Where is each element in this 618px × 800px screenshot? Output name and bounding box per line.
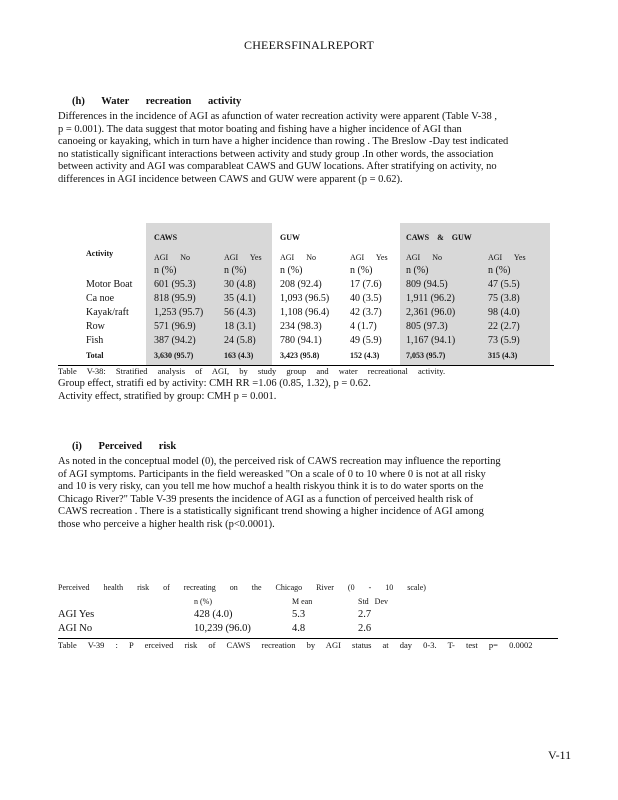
cell: 3,423 (95.8) — [280, 351, 320, 360]
cell: 17 (7.6) — [350, 279, 382, 290]
section-h-paragraph — [58, 111, 570, 187]
cell: 7,053 (95.7) — [406, 351, 446, 360]
cell: 35 (4.1) — [224, 293, 256, 304]
page-number: V-11 — [548, 748, 572, 762]
col-unit: n (%) — [350, 265, 373, 276]
col-unit: n (%) — [224, 265, 247, 276]
cell: 315 (4.3) — [488, 351, 518, 360]
cell: 56 (4.3) — [224, 307, 256, 318]
col-unit: n (%) — [280, 265, 303, 276]
col-header: M ean — [292, 597, 313, 606]
col-header: AGI No — [154, 253, 190, 262]
cell: 49 (5.9) — [350, 335, 382, 346]
paragraph-line: As noted in the conceptual model (0), the perceived risk of CAWS recreation may influence the reporting — [58, 456, 501, 467]
cell: 2.7 — [358, 609, 372, 620]
group-header-caws: CAWS — [154, 233, 178, 242]
cell: 47 (5.5) — [488, 279, 520, 290]
note-line: Group effect, stratifi ed by activity: CMH RR =1.06 (0.85, 1.32), p = 0.62. — [58, 378, 371, 389]
group-header-combined: CAWS & GUW — [406, 233, 472, 242]
total-label: Total — [86, 351, 104, 360]
cell: 387 (94.2) — [154, 335, 196, 346]
row-activity: Row — [86, 321, 105, 332]
col-header: AGI Yes — [224, 253, 262, 262]
cell: 10,239 (96.0) — [194, 623, 251, 634]
cell: 42 (3.7) — [350, 307, 382, 318]
col-header: AGI No — [406, 253, 442, 262]
cell: 3,630 (95.7) — [154, 351, 194, 360]
paragraph-line: and 10 is very risky, can you tell me how muchof a health riskyou think it is to do water sports on the — [58, 481, 484, 493]
cell: 75 (3.8) — [488, 293, 520, 304]
cell: 22 (2.7) — [488, 321, 520, 332]
row-activity: Fish — [86, 335, 104, 346]
col-header: AGI Yes — [350, 253, 388, 262]
cell: 2.6 — [358, 623, 372, 634]
cell: 1,108 (96.4) — [280, 307, 330, 318]
cell: 234 (98.3) — [280, 321, 322, 332]
cell: 30 (4.8) — [224, 279, 256, 290]
paragraph-line: Differences in the incidence of AGI as afunction of water recreation activity were apparent (Table V-38 , — [58, 111, 498, 122]
section-i-paragraph — [58, 456, 570, 532]
cell: 18 (3.1) — [224, 321, 256, 332]
cell: 40 (3.5) — [350, 293, 382, 304]
cell: 1,167 (94.1) — [406, 335, 456, 346]
paragraph-line: Chicago River?" Table V-39 presents the incidence of AGI as a function of perceived health risk of — [58, 493, 474, 505]
cell: 1,093 (96.5) — [280, 293, 330, 304]
col-unit: n (%) — [154, 265, 177, 276]
cell: 4.8 — [292, 623, 306, 634]
col-header: AGI No — [280, 253, 316, 262]
col-header: Std Dev — [358, 597, 388, 606]
paragraph-line: p = 0.001). The data suggest that motor boating and fishing have a higher incidence of AGI than — [58, 123, 462, 135]
paragraph-line: canoeing or kayaking, which in turn have a higher incidence than rowing . The Breslow -Day test indicated — [58, 136, 509, 148]
cell: 4 (1.7) — [350, 321, 377, 332]
cell: 601 (95.3) — [154, 279, 196, 290]
col-header: n (%) — [194, 597, 212, 606]
cell: 208 (92.4) — [280, 279, 322, 290]
activity-header: Activity — [86, 249, 114, 258]
cell: 1,253 (95.7) — [154, 307, 204, 318]
table-v38-notes — [58, 378, 558, 403]
cell: 152 (4.3) — [350, 351, 380, 360]
table-v39-rule — [58, 638, 558, 639]
paragraph-line: CAWS recreation . There is a statistically significant trend showing a higher incidence of AGI among — [58, 506, 484, 518]
section-i-heading: (i) Perceived risk — [72, 441, 177, 452]
cell: 2,361 (96.0) — [406, 307, 456, 318]
cell: 24 (5.8) — [224, 335, 256, 346]
cell: 809 (94.5) — [406, 279, 448, 290]
cell: 428 (4.0) — [194, 609, 233, 620]
cell: 780 (94.1) — [280, 335, 322, 346]
row-label: AGI Yes — [58, 609, 95, 620]
table-v39-title: Perceived health risk of recreating on the Chicago River (0 - 10 scale) — [58, 583, 426, 592]
report-header: CHEERSFINALREPORT — [243, 38, 375, 52]
cell: 571 (96.9) — [154, 321, 196, 332]
table-v38 — [84, 223, 554, 368]
section-h-heading: (h) Water recreation activity — [72, 96, 242, 107]
paragraph-line: between activity and AGI was comparableat CAWS and GUW locations. After stratifying on activity, no — [58, 161, 497, 173]
cell: 818 (95.9) — [154, 293, 196, 304]
paragraph-line: those who perceive a higher health risk (p<0.0001). — [58, 518, 275, 530]
cell: 805 (97.3) — [406, 321, 448, 332]
col-header: AGI Yes — [488, 253, 526, 262]
row-activity: Ca noe — [86, 293, 115, 304]
table-v39-caption: Table V-39 : P erceived risk of CAWS recreation by AGI status at day 0-3. T- test p= 0.0002 — [58, 640, 533, 650]
table-v38-caption: Table V-38: Stratified analysis of AGI, by study group and water recreational activity. — [58, 366, 446, 376]
cell: 5.3 — [292, 609, 306, 620]
group-header-guw: GUW — [280, 233, 300, 242]
col-unit: n (%) — [406, 265, 429, 276]
cell: 1,911 (96.2) — [406, 293, 455, 304]
paragraph-line: no statistically significant interactions between activity and study group .In other words, the association — [58, 148, 494, 160]
paragraph-line: differences in AGI incidence between CAWS and GUW were apparent (p = 0.62). — [58, 173, 403, 185]
cell: 163 (4.3) — [224, 351, 254, 360]
note-line: Activity effect, stratified by group: CMH p = 0.001. — [58, 390, 277, 402]
col-unit: n (%) — [488, 265, 511, 276]
paragraph-line: of AGI symptoms. Participants in the field wereasked "On a scale of 0 to 10 where 0 is not at all risky — [58, 468, 486, 480]
row-activity: Kayak/raft — [86, 307, 129, 318]
cell: 73 (5.9) — [488, 335, 520, 346]
cell: 98 (4.0) — [488, 307, 520, 318]
row-label: AGI No — [58, 623, 93, 634]
row-activity: Motor Boat — [86, 279, 133, 290]
